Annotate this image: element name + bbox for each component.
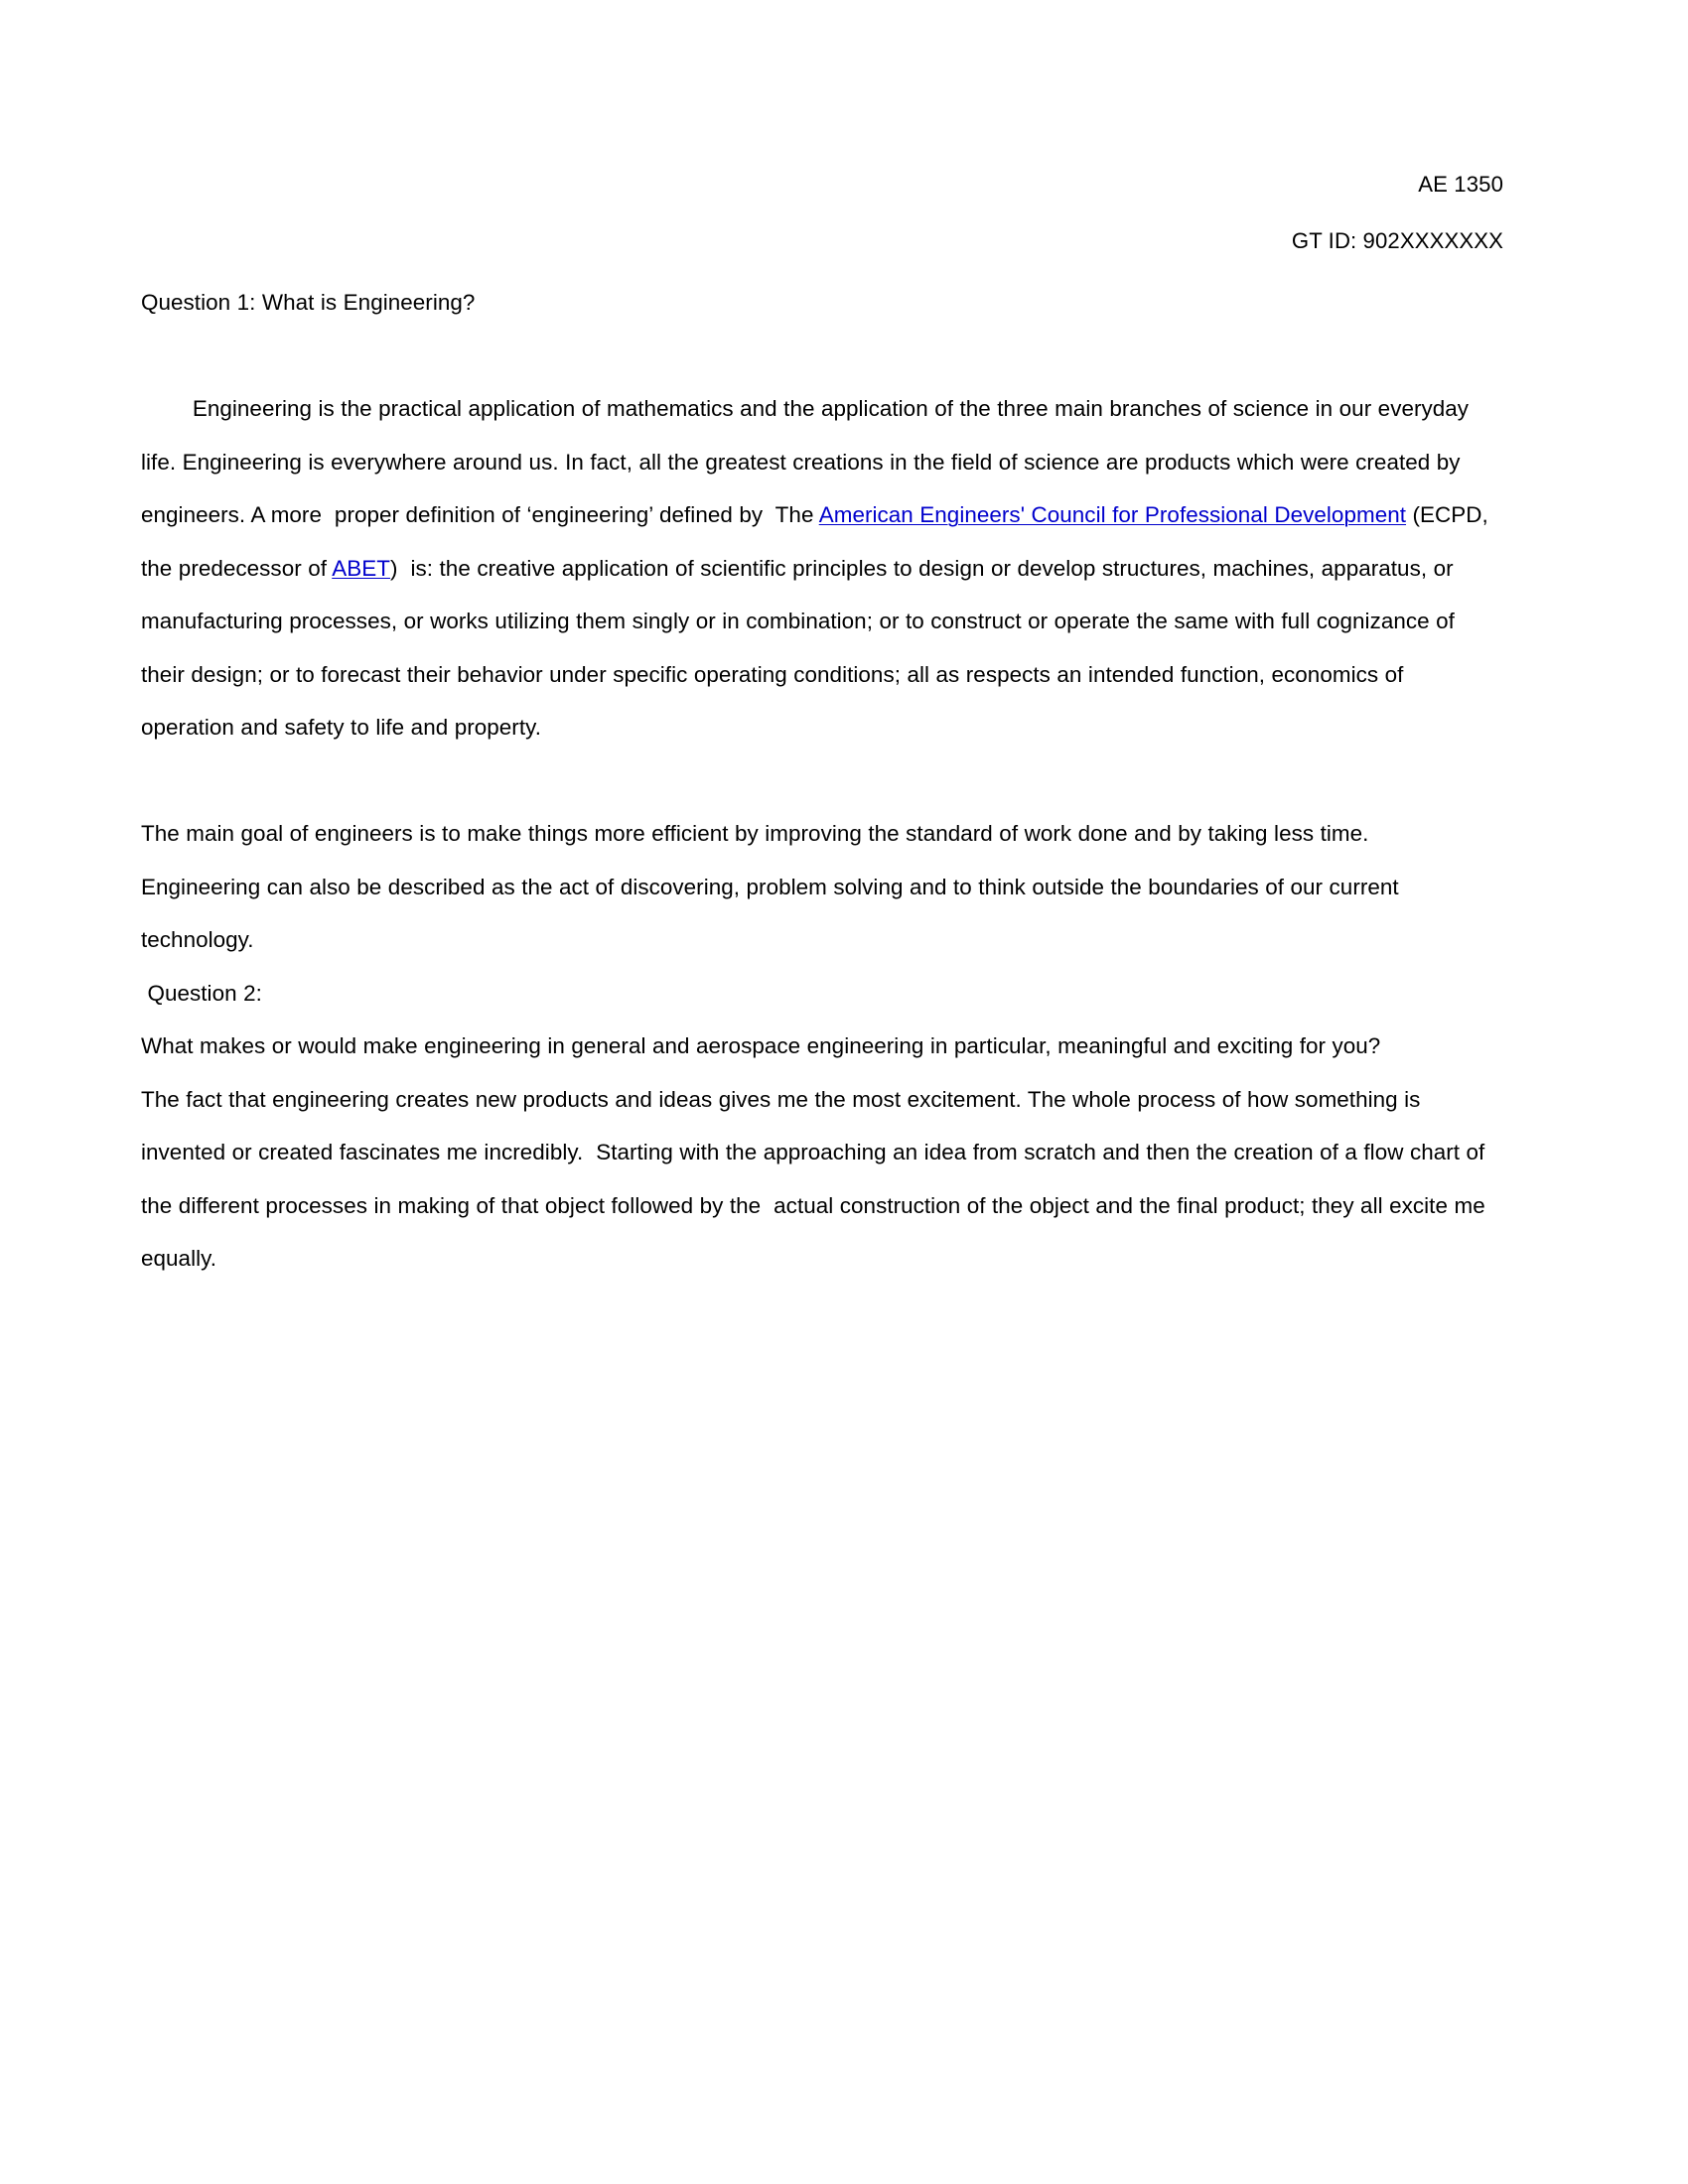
abet-hyperlink[interactable]: ABET	[332, 555, 391, 581]
document-header	[162, 0, 1503, 252]
definition-text-before-link: Engineering is the practical application of mathematics and the application of the three main branches of science in our everyday life. Engineering is everywhere around us. In fact, all the greatest creations in the field of science are products which were created by engineers. A more proper definition of ‘engineering’ defined by The	[141, 396, 1476, 527]
document-body	[141, 276, 1503, 1286]
ecpd-hyperlink[interactable]: American Engineers' Council for Professional Development	[818, 502, 1407, 527]
question-1-goal-paragraph: The main goal of engineers is to make things more efficient by improving the standard of work done and by taking less time. Engineering can also be described as the act of discovering, problem solving and to think outside the boundaries of our current technology.	[141, 821, 1406, 952]
student-id-text: GT ID: 902XXXXXXX	[1291, 227, 1503, 253]
question-1-heading: Question 1: What is Engineering?	[141, 290, 476, 315]
definition-text-after-link: ) is: the creative application of scientific principles to design or develop structures, machines, apparatus, or manufacturing processes, or works utilizing them singly or in combination; or to construct or operate the same with full cognizance of their design; or to forecast their behavior under specific operating conditions; all as respects an intended function, economics of operation and safety to life and property.	[141, 555, 1462, 740]
page-content-area	[141, 0, 1503, 1286]
question-2-prompt-paragraph: What makes or would make engineering in general and aerospace engineering in particular, meaningful and exciting for you?	[141, 1033, 1381, 1058]
course-code-text: AE 1350	[1418, 172, 1503, 197]
question-1-definition-paragraph	[141, 330, 1498, 808]
question-2-answer-paragraph: The fact that engineering creates new products and ideas gives me the most excitement. The whole process of how something is invented or created fascinates me incredibly. Starting with the approaching an idea from scratch and then the creation of a flow chart of the different processes in making of that object followed by the actual construction of the object and the final product; they all excite me equally.	[141, 1086, 1492, 1271]
question-2-heading: Question 2:	[141, 980, 262, 1006]
definition-text-between-links: (ECPD, the predecessor of	[141, 502, 1495, 581]
